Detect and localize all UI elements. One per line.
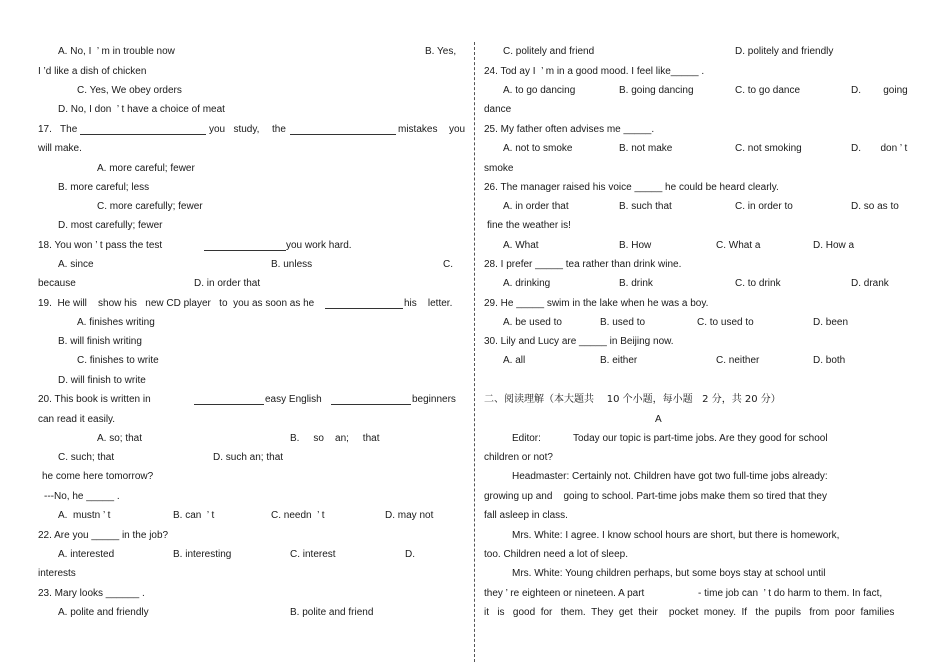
option-line: A. more careful; fewer (97, 163, 195, 174)
option-line: C. What a (716, 240, 761, 251)
blank (80, 134, 206, 135)
question-29: 29. He _____ swim in the lake when he was a boy. (484, 298, 709, 309)
blank (204, 250, 286, 251)
option-line: C. such; that (58, 452, 115, 463)
option-line: D. in order that (194, 278, 261, 289)
section-heading: 二、阅读理解（本大题共 10 个小题，每小题 2 分，共 20 分） (484, 394, 781, 405)
option-line: A. all (503, 355, 526, 366)
text-line: because (38, 278, 76, 289)
option-line: C. to used to (697, 317, 754, 328)
passage-line: fall asleep in class. (484, 510, 568, 521)
option-line: D. been (813, 317, 849, 328)
option-line: A. What (503, 240, 539, 251)
option-line: C. to drink (735, 278, 781, 289)
option-line: D. don ’ t (851, 143, 908, 154)
option-line: B. can ’ t (173, 510, 215, 521)
question-22: 22. Are you _____ in the job? (38, 530, 169, 541)
question-23: 23. Mary looks ______ . (38, 588, 145, 599)
option-line: B. more careful; less (58, 182, 150, 193)
question-text: easy English (265, 394, 322, 405)
option-line: B. interesting (173, 549, 232, 560)
text-line: ---No, he _____ . (44, 491, 120, 502)
option-line: C. politely and friend (503, 46, 595, 57)
option-line: D. such an; that (213, 452, 284, 463)
option-line: C. (443, 259, 453, 270)
option-line: D. No, I don ’ t have a choice of meat (58, 104, 225, 115)
passage-line: Mrs. White: Young children perhaps, but some boys stay at school until (512, 568, 826, 579)
option-line: B. such that (619, 201, 672, 212)
option-line: A. in order that (503, 201, 569, 212)
option-line: D. politely and friendly (735, 46, 834, 57)
option-line: C. not smoking (735, 143, 802, 154)
blank (194, 404, 264, 405)
option-line: D. going (851, 85, 908, 96)
passage-line: Editor: (512, 433, 541, 444)
text-line: interests (38, 568, 76, 579)
question-text: beginners (412, 394, 456, 405)
option-line: A. mustn ’ t (58, 510, 111, 521)
option-line: C. more carefully; fewer (97, 201, 203, 212)
option-line: A. polite and friendly (58, 607, 149, 618)
option-line: B. Yes, (425, 46, 457, 57)
text-line: I ’d like a dish of chicken (38, 66, 147, 77)
option-line: C. in order to (735, 201, 793, 212)
option-line: C. interest (290, 549, 336, 560)
question-20: 20. This book is written in (38, 394, 151, 405)
option-line: B. drink (619, 278, 653, 289)
blank (290, 134, 396, 135)
option-line: A. not to smoke (503, 143, 573, 154)
question-21: he come here tomorrow? (42, 471, 154, 482)
blank (331, 404, 411, 405)
option-line: D. will finish to write (58, 375, 146, 386)
option-line: D. How a (813, 240, 855, 251)
blank (325, 308, 403, 309)
text-line: smoke (484, 163, 514, 174)
passage-line: it is good for them. They get their pocket money. If the pupils from poor families (484, 607, 895, 618)
option-line: A. so; that (97, 433, 143, 444)
option-line: A. finishes writing (77, 317, 155, 328)
passage-title: A (655, 414, 662, 425)
text-line: will make. (38, 143, 82, 154)
question-28: 28. I prefer _____ tea rather than drink wine. (484, 259, 682, 270)
option-line: C. needn ’ t (271, 510, 325, 521)
option-line: A. No, I ’ m in trouble now (58, 46, 175, 57)
passage-line: they ’ re eighteen or nineteen. A part (484, 588, 645, 599)
option-line: B. will finish writing (58, 336, 142, 347)
option-line: D. (405, 549, 415, 560)
option-line: D. so as to (851, 201, 899, 212)
question-19: 19. He will show his new CD player to you as soon as he (38, 298, 315, 309)
option-line: B. How (619, 240, 652, 251)
column-divider (474, 42, 475, 662)
question-30: 30. Lily and Lucy are _____ in Beijing now. (484, 336, 674, 347)
question-27: fine the weather is! (487, 220, 571, 231)
passage-line: children or not? (484, 452, 553, 463)
question-17: 17. The (38, 124, 78, 135)
option-line: A. since (58, 259, 94, 270)
option-line: A. be used to (503, 317, 562, 328)
option-line: B. used to (600, 317, 646, 328)
question-18: 18. You won ’ t pass the test (38, 240, 163, 251)
passage-line: growing up and going to school. Part-time jobs make them so tired that they (484, 491, 827, 502)
question-text: you work hard. (286, 240, 352, 251)
option-line: A. to go dancing (503, 85, 576, 96)
text-line: can read it easily. (38, 414, 116, 425)
option-line: D. may not (385, 510, 434, 521)
passage-line: Today our topic is part-time jobs. Are they good for school (573, 433, 828, 444)
passage-line: - time job can ’ t do harm to them. In fact, (698, 588, 883, 599)
option-line: B. so an; that (290, 433, 380, 444)
option-line: C. Yes, We obey orders (77, 85, 182, 96)
question-text: the (272, 124, 286, 135)
option-line: B. unless (271, 259, 313, 270)
option-line: C. neither (716, 355, 760, 366)
text-line: dance (484, 104, 512, 115)
question-24: 24. Tod ay I ’ m in a good mood. I feel like_____ . (484, 66, 705, 77)
question-26: 26. The manager raised his voice _____ he could be heard clearly. (484, 182, 779, 193)
question-text: mistakes (398, 124, 438, 135)
option-line: A. interested (58, 549, 115, 560)
option-line: D. most carefully; fewer (58, 220, 163, 231)
passage-line: too. Children need a lot of sleep. (484, 549, 628, 560)
question-text: you (449, 124, 466, 135)
option-line: D. drank (851, 278, 889, 289)
option-line: B. either (600, 355, 638, 366)
option-line: C. finishes to write (77, 355, 159, 366)
option-line: A. drinking (503, 278, 551, 289)
question-text: you study, (209, 124, 260, 135)
option-line: B. polite and friend (290, 607, 374, 618)
question-text: his letter. (404, 298, 453, 309)
option-line: B. going dancing (619, 85, 694, 96)
option-line: B. not make (619, 143, 673, 154)
question-25: 25. My father often advises me _____. (484, 124, 655, 135)
option-line: C. to go dance (735, 85, 801, 96)
passage-line: Headmaster: Certainly not. Children have got two full-time jobs already: (512, 471, 828, 482)
option-line: D. both (813, 355, 846, 366)
passage-line: Mrs. White: I agree. I know school hours are short, but there is homework, (512, 530, 840, 541)
